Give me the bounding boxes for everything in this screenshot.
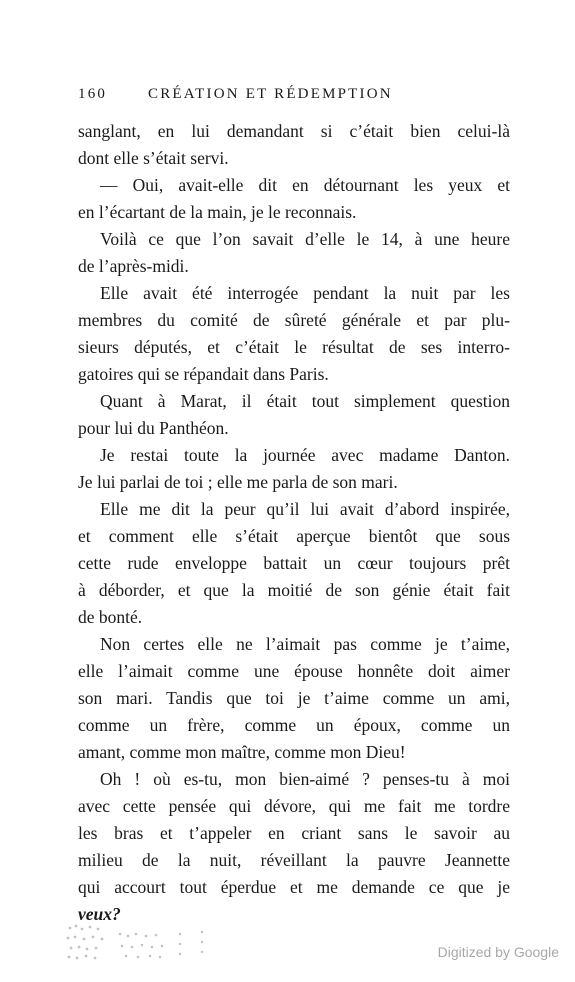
page-number: 160 xyxy=(78,86,108,102)
text-line: sieurs députés, et c’était le résultat de ses interro- xyxy=(78,337,510,357)
text-line: de l’après-midi. xyxy=(78,256,189,276)
text-line: comme un frère, comme un époux, comme un xyxy=(78,715,510,735)
text-line: qui accourt tout éperdue et me demande ce que je xyxy=(78,877,510,897)
text-line: et comment elle s’était aperçue bientôt que sous xyxy=(78,526,510,546)
text-line: Quant à Marat, il était tout simplement question xyxy=(100,391,510,411)
text-line: milieu de la nuit, réveillant la pauvre Jeannette xyxy=(78,850,510,870)
text-line: gatoires qui se répandait dans Paris. xyxy=(78,364,329,384)
text-line: les bras et t’appeler en criant sans le savoir au xyxy=(78,823,510,843)
running-title: CRÉATION ET RÉDEMPTION xyxy=(148,86,393,102)
text-line: à déborder, et que la moitié de son génie était fait xyxy=(78,580,510,600)
body-text xyxy=(78,118,510,928)
text-line: elle l’aimait comme une épouse honnête doit aimer xyxy=(78,661,510,681)
text-line: Je lui parlai de toi ; elle me parla de son mari. xyxy=(78,472,398,492)
text-line: avec cette pensée qui dévore, qui me fait me tordre xyxy=(78,796,510,816)
text-line: son mari. Tandis que toi je t’aime comme un ami, xyxy=(78,688,510,708)
text-line: veux? xyxy=(78,904,121,924)
text-line: en l’écartant de la main, je le reconnais. xyxy=(78,202,357,222)
text-line: pour lui du Panthéon. xyxy=(78,418,229,438)
text-line: Oh ! où es-tu, mon bien-aimé ? penses-tu à moi xyxy=(100,769,510,789)
text-line: — Oui, avait-elle dit en détournant les yeux et xyxy=(100,175,510,195)
text-line: Elle me dit la peur qu’il lui avait d’abord inspirée, xyxy=(100,499,510,519)
text-line: Elle avait été interrogée pendant la nuit par les xyxy=(100,283,510,303)
text-line: sanglant, en lui demandant si c’était bien celui-là xyxy=(78,121,510,141)
library-stamp-image xyxy=(62,920,212,964)
text-line: Voilà ce que l’on savait d’elle le 14, à une heure xyxy=(100,229,510,249)
running-head xyxy=(78,86,510,108)
text-line: dont elle s’était servi. xyxy=(78,148,229,168)
text-line: membres du comité de sûreté générale et par plu- xyxy=(78,310,510,330)
text-line: Je restai toute la journée avec madame Danton. xyxy=(100,445,510,465)
text-line: cette rude enveloppe battait un cœur toujours prêt xyxy=(78,553,510,573)
text-line: amant, comme mon maître, comme mon Dieu! xyxy=(78,742,406,762)
digitized-by-google-watermark: Digitized by Google xyxy=(437,944,559,960)
text-line: Non certes elle ne l’aimait pas comme je t’aime, xyxy=(100,634,510,654)
text-line: de bonté. xyxy=(78,607,143,627)
